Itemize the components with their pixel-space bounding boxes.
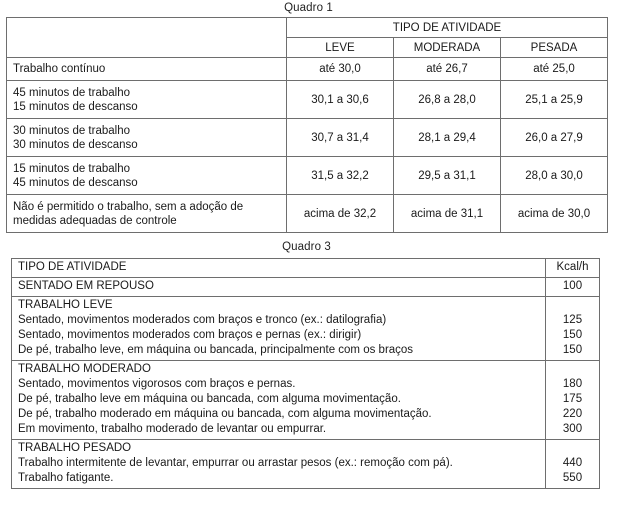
kcal-line: 550: [562, 472, 583, 484]
row-label: [7, 58, 287, 81]
activity-line: De pé, trabalho moderado em máquina ou bancada, com alguma movimentação.: [18, 408, 432, 420]
row-label-line-1: Não é permitido o trabalho, sem a adoção de: [13, 200, 244, 213]
table-row: [7, 195, 608, 233]
kcal-line: 125: [562, 314, 583, 326]
quadro-1-col-leve: LEVE: [287, 38, 394, 58]
cell-leve: 30,1 a 30,6: [287, 81, 394, 119]
cell-moderada: acima de 31,1: [394, 195, 501, 233]
row-label-line-1: 30 minutos de trabalho: [13, 124, 130, 137]
cell-leve: acima de 32,2: [287, 195, 394, 233]
quadro-1-table: [6, 17, 608, 233]
activity-line: Trabalho fatigante.: [18, 472, 114, 484]
row-label-line-2: 30 minutos de descanso: [13, 138, 138, 151]
quadro-1-col-pesada: PESADA: [501, 38, 608, 58]
row-label-line-1: 45 minutos de trabalho: [13, 86, 130, 99]
activity-line: Sentado, movimentos moderados com braços e pernas (ex.: dirigir): [18, 329, 362, 341]
activity-line: De pé, trabalho leve em máquina ou bancada, com alguma movimentação.: [18, 393, 401, 405]
quadro-3-col-kcal: [546, 259, 600, 278]
row-label-line-2: 45 minutos de descanso: [13, 176, 138, 189]
quadro-1-group-header: TIPO DE ATIVIDADE: [287, 18, 608, 38]
kcal-line: 175: [562, 393, 583, 405]
cell-moderada: até 26,7: [394, 58, 501, 81]
table-row: [12, 361, 600, 440]
group-title: TRABALHO PESADO: [18, 442, 132, 454]
row-label: [7, 157, 287, 195]
table-row: [7, 157, 608, 195]
table-row: [7, 58, 608, 81]
kcal-line: 150: [562, 344, 583, 356]
activity-line: De pé, trabalho leve, em máquina ou bancada, principalmente com os braços: [18, 344, 414, 356]
table-row: [12, 278, 600, 297]
kcal-line: 150: [562, 329, 583, 341]
activity-line: Sentado, movimentos moderados com braços e tronco (ex.: datilografia): [18, 314, 387, 326]
kcal-line: 220: [562, 408, 583, 420]
kcal-cell: [546, 361, 600, 440]
header-text: TIPO DE ATIVIDADE: [18, 261, 127, 273]
table-row: [7, 119, 608, 157]
cell-pesada: 26,0 a 27,9: [501, 119, 608, 157]
quadro-3-caption: Quadro 3: [282, 241, 331, 253]
quadro-3-table: [11, 258, 600, 489]
cell-moderada: 28,1 a 29,4: [394, 119, 501, 157]
cell-moderada: 26,8 a 28,0: [394, 81, 501, 119]
cell-moderada: 29,5 a 31,1: [394, 157, 501, 195]
quadro-1-corner-cell: [7, 18, 287, 58]
table-header-row: [7, 18, 608, 38]
kcal-line: 180: [562, 378, 583, 390]
kcal-line: 300: [562, 423, 583, 435]
cell-leve: 30,7 a 31,4: [287, 119, 394, 157]
table-row: [12, 440, 600, 489]
row-label: [7, 81, 287, 119]
activity-line: Sentado, movimentos vigorosos com braços e pernas.: [18, 378, 296, 390]
row-label-line-2: 15 minutos de descanso: [13, 100, 138, 113]
kcal-cell: [546, 297, 600, 361]
quadro-1-head: [7, 18, 608, 58]
cell-pesada: até 25,0: [501, 58, 608, 81]
cell-leve: até 30,0: [287, 58, 394, 81]
quadro-1-body: [7, 58, 608, 233]
row-label-line-1: 15 minutos de trabalho: [13, 162, 130, 175]
kcal-line: 440: [562, 457, 583, 469]
kcal-cell: [546, 440, 600, 489]
row-label: [7, 195, 287, 233]
activity-line: SENTADO EM REPOUSO: [18, 280, 154, 292]
kcal-cell: [546, 278, 600, 297]
table-row: [7, 81, 608, 119]
cell-pesada: acima de 30,0: [501, 195, 608, 233]
cell-pesada: 28,0 a 30,0: [501, 157, 608, 195]
quadro-1-col-moderada: MODERADA: [394, 38, 501, 58]
activity-cell: [12, 440, 546, 489]
row-label: [7, 119, 287, 157]
activity-cell: [12, 278, 546, 297]
quadro-3-col-activity: [12, 259, 546, 278]
row-label-line-1: Trabalho contínuo: [13, 63, 106, 75]
header-text: Kcal/h: [556, 261, 589, 273]
group-title: TRABALHO LEVE: [18, 299, 113, 311]
activity-line: Trabalho intermitente de levantar, empurrar ou arrastar pesos (ex.: remoção com pá).: [18, 457, 453, 469]
kcal-line: 100: [562, 280, 583, 292]
quadro-3-body: [12, 259, 600, 489]
quadro-1-caption: Quadro 1: [284, 2, 333, 14]
activity-line: Em movimento, trabalho moderado de levantar ou empurrar.: [18, 423, 327, 435]
cell-leve: 31,5 a 32,2: [287, 157, 394, 195]
row-label-line-2: medidas adequadas de controle: [13, 214, 177, 227]
table-header-row: [12, 259, 600, 278]
table-row: [12, 297, 600, 361]
activity-cell: [12, 297, 546, 361]
cell-pesada: 25,1 a 25,9: [501, 81, 608, 119]
group-title: TRABALHO MODERADO: [18, 363, 151, 375]
activity-cell: [12, 361, 546, 440]
